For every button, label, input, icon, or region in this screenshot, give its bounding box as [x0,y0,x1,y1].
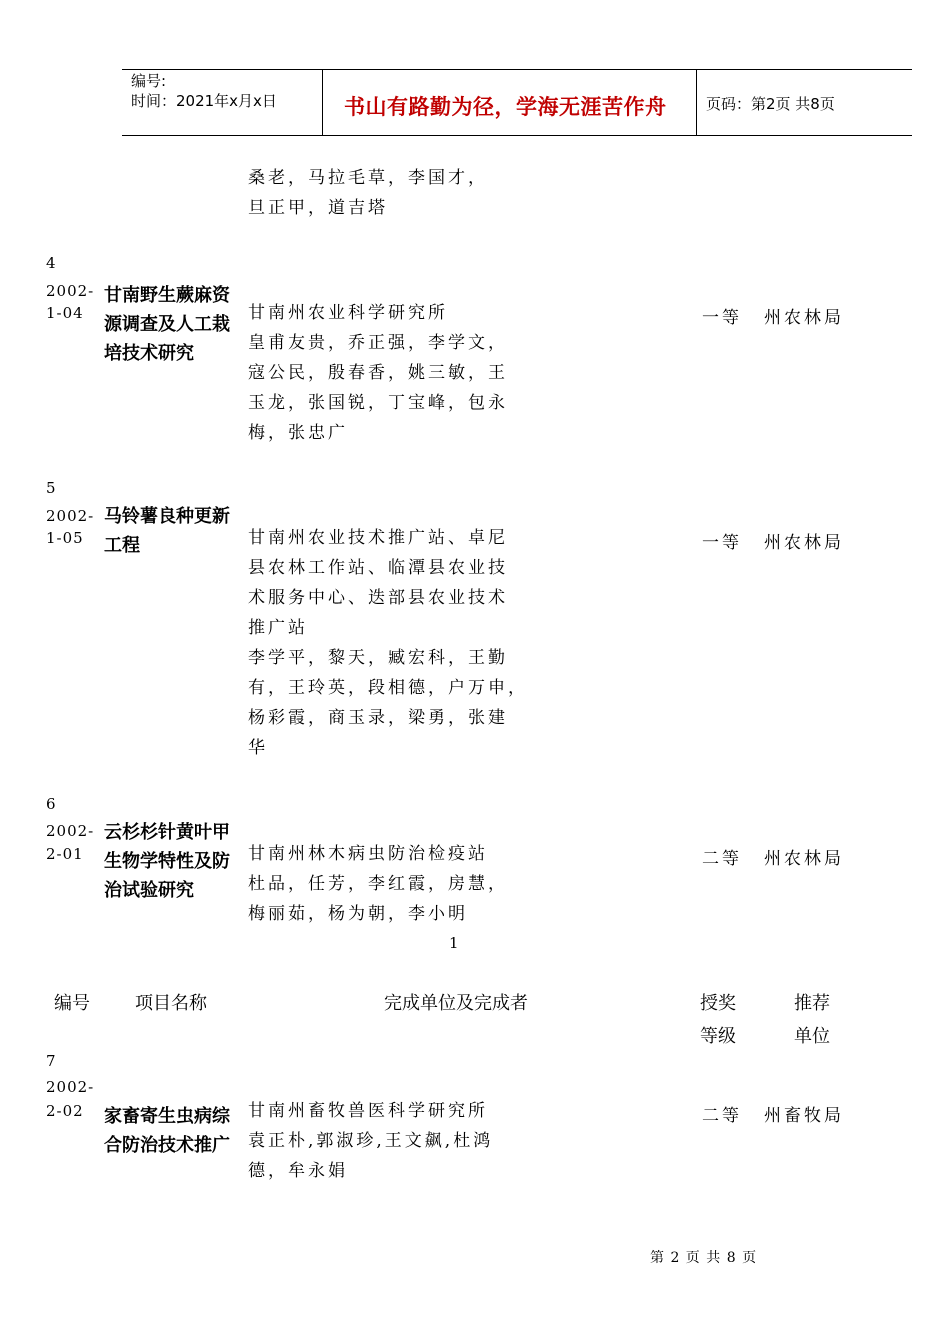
unit-line: 甘南州农业科学研究所 [248,303,448,323]
unit-line: 推广站 [248,618,308,638]
title-line: 马铃薯良种更新 [104,506,230,527]
unit-line: 甘南州林木病虫防治检疫站 [248,844,488,864]
entry-code-rest: 2-02 [46,1102,84,1120]
unit-line: 梅丽茹，杨为朝，李小明 [248,904,468,924]
entry-code-year: 2002- [46,507,95,525]
entry-code-rest: 1-04 [46,304,84,322]
column-header-grade-line: 授奖 [700,993,736,1014]
entry-grade: 二等 [702,1106,742,1126]
entry-recommender: 州农林局 [764,308,844,328]
column-header-recommender-line: 推荐 [794,993,830,1014]
title-line: 生物学特性及防 [104,851,230,872]
unit-line: 玉龙，张国锐，丁宝峰，包永 [248,393,508,413]
unit-line: 梅，张忠广 [248,423,348,443]
page-footer: 第 2 页 共 8 页 [650,1250,758,1266]
title-line: 工程 [104,535,140,556]
column-header-grade-line: 等级 [700,1026,736,1047]
header-motto: 书山有路勤为径，学海无涯苦作舟 [344,95,667,119]
inner-page-number: 1 [449,934,459,952]
unit-line: 术服务中心、迭部县农业技术 [248,588,508,608]
entry-index: 4 [46,254,57,272]
unit-line: 华 [248,738,268,758]
entry-recommender: 州畜牧局 [764,1106,844,1126]
unit-line: 李学平，黎天，臧宏科，王勤 [248,648,508,668]
entry-grade: 一等 [702,308,742,328]
entry-title [104,502,230,560]
unit-line: 袁正朴,郭淑珍,王文飙,杜鸿 [248,1131,494,1151]
entry-recommender: 州农林局 [764,533,844,553]
carryover-line: 桑老，马拉毛草，李国才， [248,168,488,188]
header-divider-right [696,69,697,136]
unit-line: 杜品，任芳，李红霞，房慧， [248,874,508,894]
header-divider-left [322,69,323,136]
entry-units [248,1096,493,1186]
unit-line: 县农林工作站、临潭县农业技 [248,558,508,578]
header-page-info: 页码：第2页 共8页 [706,95,835,113]
entry-code-rest: 1-05 [46,529,84,547]
column-header-number: 编号 [54,993,90,1014]
column-header-grade [700,987,736,1053]
unit-line: 皇甫友贵，乔正强，李学文， [248,333,508,353]
header-bottom-rule [122,135,912,136]
unit-line: 杨彩霞，商玉录，梁勇，张建 [248,708,508,728]
entry-title [104,818,230,905]
entry-title [104,281,230,368]
header-serial-label: 编号: [131,72,167,90]
entry-grade: 二等 [702,849,742,869]
unit-line: 寇公民，殷春香，姚三敏，王 [248,363,508,383]
entry-code-rest: 2-01 [46,845,84,863]
entry-code-year: 2002- [46,282,95,300]
entry-index: 7 [46,1052,57,1070]
unit-line: 有，王玲英，段相德，户万申， [248,678,528,698]
entry-index: 5 [46,479,57,497]
title-line: 合防治技术推广 [104,1135,230,1156]
entry-title [104,1102,230,1160]
title-line: 治试验研究 [104,880,194,901]
unit-line: 甘南州农业技术推广站、卓尼 [248,528,508,548]
entry-units [248,523,528,763]
header-top-rule [122,69,912,70]
entry-units [248,298,508,448]
carryover-line: 旦正甲，道吉塔 [248,198,388,218]
title-line: 云杉杉针黄叶甲 [104,822,230,843]
entry-code-year: 2002- [46,1078,95,1096]
column-header-units: 完成单位及完成者 [384,993,528,1014]
unit-line: 甘南州畜牧兽医科学研究所 [248,1101,488,1121]
header-time-label: 时间：2021年x月x日 [131,92,277,110]
entry-units [248,839,508,929]
entry-grade: 一等 [702,533,742,553]
title-line: 家畜寄生虫病综 [104,1106,230,1127]
title-line: 培技术研究 [104,343,194,364]
title-line: 源调查及人工栽 [104,314,230,335]
entry-index: 6 [46,795,57,813]
column-header-recommender-line: 单位 [794,1026,830,1047]
title-line: 甘南野生蕨麻资 [104,285,230,306]
column-header-recommender [794,987,830,1053]
unit-line: 德，牟永娟 [248,1161,348,1181]
entry-recommender: 州农林局 [764,849,844,869]
entry-code-year: 2002- [46,822,95,840]
column-header-project: 项目名称 [135,993,207,1014]
